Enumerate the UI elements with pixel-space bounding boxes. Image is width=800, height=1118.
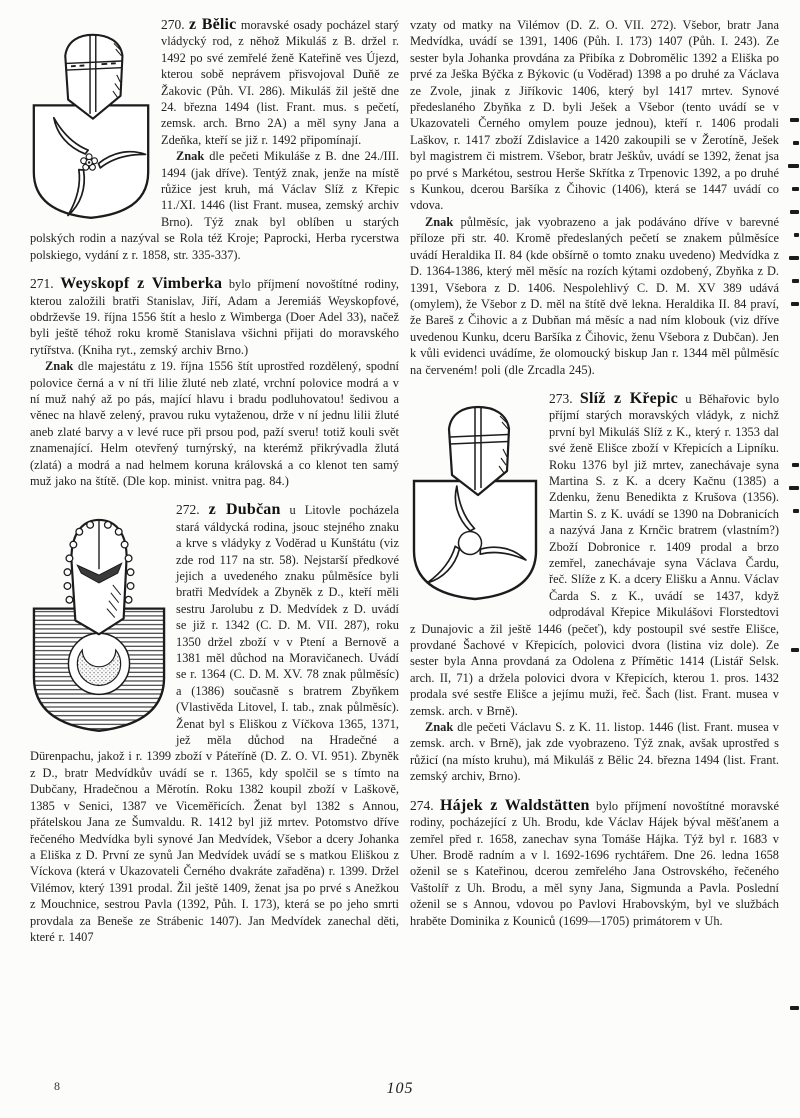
blazon-lead: Znak bbox=[45, 359, 74, 374]
entry-number: 272. bbox=[176, 502, 200, 518]
entry-270 bbox=[30, 17, 399, 263]
right-column bbox=[410, 17, 779, 945]
entry-body-text: moravské osady pocházel starý vládycký rod, z něhož Mikuláš z B. držel r. 1492 po své zemřelé ženě Kateřině ves Újezd, kterou sobě neprávem přisvojoval Duňě ze Žakovic (Půh. VI. 286). Mikuláš žil ještě dne 24. března 1494 (list. Frant. mus. s pečetí, zemsk. arch. Brno 2A) a měl syny Jana a Zdeňka, kteří se již r. 1492 připomínají. bbox=[161, 18, 400, 147]
entry-271 bbox=[30, 276, 399, 489]
blazon-text: dle pečeti Mikuláše z B. dne 24./III. 1494 (jak dříve). Tentýž znak, jenže na místě růžice jest kruh, má Václav Slíž z Křepic 11./XI. 1446 (list Frant. musea, zemský archiv Brno). Týž znak byl oblíben u starých polských rodin a nazýval se Rola též Kroje; Paprocki, Herba rycerstwa polskiego, vydání z r. 1858, str. 335-337). bbox=[30, 149, 400, 262]
coat-of-arms-krepic-illustration bbox=[410, 403, 540, 603]
blazon-lead: Znak bbox=[176, 149, 205, 164]
blazon-lead: Znak bbox=[425, 214, 454, 229]
coat-of-arms-belic-illustration bbox=[30, 31, 152, 222]
entry-body-text: vzaty od matky na Vilémov (D. Z. O. VII. 272). Všebor, bratr Jana Medvídka, uvádí se 1391, 1406 (Půh. I. 173) 1407 (Půh. I. 243). Ze sester byla Johanka provdána za Přibíka z Dobromělic 1392 a Eliška po prvé za Ješka Býčka z Býkovic (u Voděrad) 1398 a po druhé za Václava ze Zvole, jinak z Jiříkovic 1406, který byl 1417 mrtev. Synové předeslaného Zbyňka z D. byli Ješek a Všebor (tento uvádí se v Ukazovateli Černého omylem pouze jednou), kteří r. 1406 prodali Laškov, r. 1417 zboží Zdislavice a 1420 zakoupili se v Žerotíně, Ješek byl magistrem či mistrem. Všebor, bratr Ješkův, uvádí se 1392, ženat jsa po prvé s Markétou, sestrou Herše Skřítka z Trpenovic 1392, a po druhé s Kunkou, dcerou Baršíka z Čihovic (1406), která se 1447 uvádí co vdova. bbox=[410, 18, 779, 213]
entry-number: 271. bbox=[30, 276, 54, 292]
entry-272-continuation bbox=[410, 17, 779, 378]
entry-273-opening bbox=[410, 391, 779, 719]
entry-271-opening bbox=[30, 276, 399, 358]
entry-body-text: u Litovle pocházela stará váldycká rodina, jsouc stejného znaku a krve s vládyky z Voděrad u Kunštátu (viz zde rod 117 na str. 58). Nejstarší předkové jejich a uvedeného znaku půlměsíce byli bratři Medvídek a Zbyněk z D., kteří měli sestru Jarolubu z D. Medvídek z D. uvádí se již r. 1342 (C. D. M. VII. 287), roku 1350 držel zboží v v Ptení a Bernově a 1381 měl důchod na Moravičanech. Uvádí se r. 1364 (C. D. M. XV. 78 znak půlměsíc) a (1386) současně s bratrem Zbyňkem (Vlastivěda Litovel, I. tab., znak půlměsíc). Ženat byl s Eliškou z Víčkova 1365, 1371, jež měla důchod na Hradečné a Dürenpachu, jakož i r. 1399 zboží v Páteříně (D. Z. O. VI. 951). Zbyněk z D., bratr Medvídkův uvádí se r. 1365, kdy spolčil se s tímto na Dubčany, Hradečnou a Měrotín. Roku 1382 koupil zboží v Laškově, 1385 v Senici, 1387 ve Viceměřicích. Ženat byl 1382 s Annou, přátelskou Jana ze Šumvaldu. R. 1412 byl již mrtev. Potomstvo dříve řečeného Medvídka byli synové Jan Medvídek, Všebor a dcery Johanka a Eliška z D. První ze synů Jan Medvídek uvádí se s matkou Eliškou z Víckova (která v Ukazovateli Černého dvakráte zařaděna) r. 1399. Držel Vilémov, který 1391 prodal. Žil ještě 1409, ženat jsa po prvé s Anežkou z Mouchnice, sestrou Pavla (1392, Půh. I. 173), která se po jeho smrti provdala za Beneše ze Strábenic 1407). Jan Medvídek zanechal děti, které r. 1407 bbox=[30, 503, 399, 944]
entry-272-continuation-text bbox=[410, 17, 779, 214]
entry-270-opening bbox=[30, 17, 399, 148]
entry-name: Weyskopf z Vimberka bbox=[60, 275, 223, 293]
coat-of-arms-dubcan-illustration bbox=[30, 514, 168, 739]
entry-274-opening bbox=[410, 798, 779, 929]
signature-mark: 8 bbox=[54, 1079, 60, 1093]
page-number: 105 bbox=[386, 1080, 414, 1097]
helm-and-crescent-shield-icon bbox=[30, 514, 168, 739]
blazon-text: půlměsíc, jak vyobrazeno a jak podáváno dříve v barevné příloze při str. 40. Kromě předeslaných pečetí se znakem půlměsíce uvádí Heraldika II. 84 (kde obšírně o tomto znaku uvedeno) Medvídka z D. 1364-1386, který měl měsíc na rozích kýtami ozdobený, Zbyňka z D. 1391, Všebora z D. 1406. Nespolehlivý C. D. M. XV 389 udává (omylem), že Všebor z D. měl na štítě dvě lekna. Heraldika II. 84 praví, že Bareš z Čihovic a z Dubňan má měsíc a nad ním klobouk (viz dříve uvedenou Kunku, dceru Baršíka z Čihovic, ženu Všebora z Dubčan). Jen k vůli evidenci uvádíme, že olomoucký biskup Jan r. 1344 měl půlměsíc na červeném! poli (dle Zrcadla 245). bbox=[410, 214, 780, 377]
entry-body-text: bylo příjmení novoštítné moravské rodiny, pocházející z Uh. Brodu, kde Václav Hájek býval měšťanem a zemřel před r. 1658, zanechav syna Tomáše Hájka. Týž byl r. 1683 v Uher. Brodě radním a v l. 1692-1696 rychtářem. Dne 26. ledna 1658 oženil se s Kateřinou, dcerou zemřelého Jana Ostrovského, řečeného Vaštolíř z Uh. Brodu, a měl syny Jana, Sigmunda a Pavla. Poslední oženil se s Annou, vdovou po Pavlovi Hrabovským, byl ve službách hraběte Dominika z Kouniců (1699—1705) primátorem v Uh. bbox=[410, 798, 780, 928]
entry-272-blazon bbox=[410, 214, 779, 378]
entry-271-blazon bbox=[30, 358, 399, 489]
entry-name: Slíž z Křepic bbox=[579, 389, 678, 407]
blazon-lead: Znak bbox=[425, 720, 454, 735]
entry-number: 270. bbox=[161, 17, 185, 32]
entry-body-text: u Běhařovic bylo příjmí starých moravských vládyk, z nichž první byl Mikuláš Slíž z K., který r. 1353 dal své ženě Elišce zboží v Křepicích a Lipníku. Roku 1376 byl již mrtev, zanechávaje syna Martina S. z K. a dcery Kačnu (1385) a Zdenku, ženu Benedikta z Krušova (1356). Martin S. z K. uvádí se 1390 na Dobranicích a nazývá Jana z Krnčic bratrem (vlastním?) Zboží Dobronice r. 1409 prodal a brzo zemřel, zanechávaje syna Václava Čardu, řeč. Slíže z K. a dcery Elišku a Annu. Václav Čarda S. z K., uvádí se 1437, když odprodával Křepice Mikulášovi Florstedtovi z Dunajovic a žil ještě 1446 (pečeť), kdy postoupil své sestře Elišce, provdané Šachové v Křepicích, polovici dvora (listina viz dole). Ze sester byla Anna provdaná za Odolena z Přímětic 1414 (Listář Selsk. arch. II, 71) a držela polovici dvora v Křepicích, kterou 1. pros. 1432 prodala své sestře Elišce a jejímu muži, řeč. Šach (list. Frant. musea v zemsk. arch. v Brně). bbox=[410, 391, 780, 718]
helm-and-swirl-shield-icon bbox=[410, 403, 540, 603]
left-column bbox=[30, 17, 399, 945]
entry-number: 274. bbox=[410, 797, 434, 813]
entry-274 bbox=[410, 798, 779, 929]
blazon-text: dle pečeti Václavu S. z K. 11. listop. 1446 (list. Frant. musea v zemsk. arch. v Brně), jak zde vyobrazeno. Týž znak, avšak uprostřed s růžicí (na místo kruhu), má Mikuláš z Bělic 24. března 1494 (list. Frant. zemský archiv, Brno). bbox=[410, 720, 780, 784]
blazon-text: dle majestátu z 19. října 1556 štít uprostřed rozdělený, spodní polovice černá a v ní tři lilie žluté neb zlaté, vrchní polovice modrá a v ní muž nahý až po pás, mající hlavu i bradu podluhovatou! šedivou a věnec na hlavě zelený, pravou ruku vytaženou, drže v ní jednu lilii žluté aneb zlaté barvy a v levé ruce při prsou pod, paží sveru! totiž kouli svět znamenající. Helm otevřený turnýrský, na kterémž přikrývadla žlutá (zlatá) a modrá a nad helmem koruna královská a co klenot ten samý muž jako na štítě. (Dle kop. minist. vnitra pag. 84.) bbox=[30, 359, 400, 488]
entry-273-blazon bbox=[410, 719, 779, 785]
entry-number: 273. bbox=[549, 390, 573, 406]
entry-name: z Dubčan bbox=[208, 501, 281, 519]
helm-and-rola-shield-icon bbox=[30, 31, 152, 222]
entry-name: z Bělic bbox=[188, 16, 237, 33]
entry-name: Hájek z Waldstätten bbox=[440, 796, 590, 814]
entry-body-text: bylo příjmení novoštítné rodiny, kterou založili bratři Stanislav, Jiří, Adam a Jeremiáš Weyskopfové, obdrževše 19. října 1556 štít a heslo z Wimberga (Doer Adel 33), načež byli ještě téhož roku kromě Stanislava všichni přijati do moravského rytířstva. (Kniha ryt., zemský archiv Brno.) bbox=[30, 277, 399, 357]
entry-272 bbox=[30, 502, 399, 945]
entry-272-opening bbox=[30, 502, 399, 945]
entry-273 bbox=[410, 391, 779, 785]
